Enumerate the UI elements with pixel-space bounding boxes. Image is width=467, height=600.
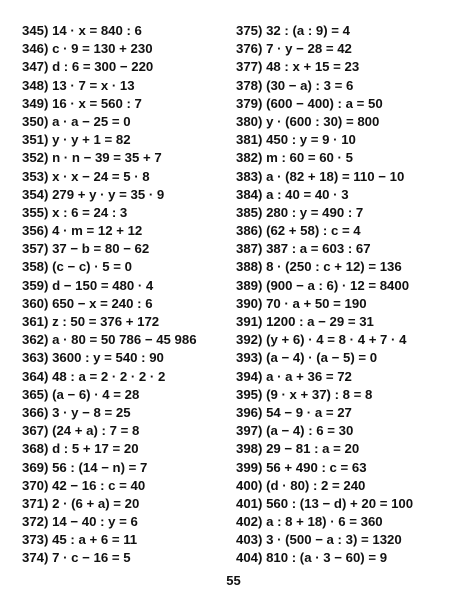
equation-row [22, 58, 247, 76]
equation-text: 279 + y · y = 35 · 9 [52, 186, 165, 202]
equation-text: 1200 : a − 29 = 31 [266, 314, 374, 329]
equation-text: (y + 6) · 4 = 8 · 4 + 7 · 4 [266, 332, 407, 348]
problem-number: 352) [22, 150, 49, 166]
equation-text: c · 9 = 130 + 230 [52, 41, 153, 57]
problem-number: 386) [236, 223, 263, 239]
equation-row [22, 368, 247, 386]
problem-number: 349) [22, 95, 49, 111]
equation-row [22, 295, 247, 313]
problem-number: 355) [22, 204, 49, 220]
equation-row [22, 331, 247, 349]
equation-text: 37 − b = 80 − 62 [52, 241, 150, 257]
problem-number: 388) [236, 259, 263, 275]
equation-row [22, 422, 247, 440]
problem-number: 390) [236, 295, 263, 311]
equation-row [236, 58, 461, 76]
problem-number: 378) [236, 77, 263, 93]
equation-text: 56 : (14 − n) = 7 [52, 459, 148, 475]
equation-row [236, 131, 461, 149]
equation-row [22, 313, 247, 331]
problem-number: 372) [22, 514, 49, 530]
equation-row [22, 149, 247, 167]
equation-row [236, 495, 461, 513]
equation-row [236, 513, 461, 531]
problem-number: 379) [236, 95, 263, 111]
equation-text: 14 · x = 840 : 6 [52, 23, 142, 38]
equation-text: a · (82 + 18) = 110 − 10 [266, 168, 405, 184]
equation-row [236, 258, 461, 276]
equation-row [22, 77, 247, 95]
equation-text: (62 + 58) : c = 4 [266, 223, 361, 239]
equation-row [236, 222, 461, 240]
equation-text: m : 60 = 60 · 5 [266, 150, 353, 166]
equation-text: 4 · m = 12 + 12 [52, 223, 143, 239]
equation-text: z : 50 = 376 + 172 [52, 314, 160, 329]
equation-row [236, 368, 461, 386]
equation-text: d − 150 = 480 · 4 [52, 277, 154, 293]
problem-number: 366) [22, 404, 49, 420]
page-number: 55 [226, 573, 241, 588]
problem-number: 397) [236, 423, 263, 439]
problem-number: 363) [22, 350, 49, 366]
problem-number: 384) [236, 186, 263, 202]
equation-text: 42 − 16 : c = 40 [52, 477, 146, 493]
problem-number: 401) [236, 495, 263, 511]
equation-text: 56 + 490 : c = 63 [266, 459, 367, 475]
problem-number: 395) [236, 386, 263, 402]
equation-text: 810 : (a · 3 − 60) = 9 [266, 550, 388, 566]
equation-text: (a − 4) : 6 = 30 [266, 423, 354, 439]
equation-row [236, 277, 461, 295]
equation-row [22, 222, 247, 240]
problem-number: 377) [236, 59, 263, 75]
equation-text: a · a − 25 = 0 [52, 113, 131, 129]
equation-text: a : 40 = 40 · 3 [266, 186, 349, 202]
equation-row [22, 204, 247, 222]
equation-row [236, 349, 461, 367]
problem-number: 364) [22, 368, 49, 384]
problem-number: 358) [22, 259, 49, 275]
problem-number: 373) [22, 532, 49, 548]
problem-number: 348) [22, 77, 49, 93]
equation-row [22, 513, 247, 531]
problem-number: 392) [236, 332, 263, 348]
problem-number: 360) [22, 295, 49, 311]
equation-row [22, 477, 247, 495]
equation-text: 280 : y = 490 : 7 [266, 204, 364, 220]
equation-text: 560 : (13 − d) + 20 = 100 [266, 495, 414, 511]
equation-row [22, 531, 247, 549]
equation-row [22, 113, 247, 131]
equation-row [22, 186, 247, 204]
equation-row [22, 549, 247, 567]
equation-row [236, 168, 461, 186]
equation-row [22, 168, 247, 186]
equation-row [236, 331, 461, 349]
problem-number: 370) [22, 477, 49, 493]
equation-row [236, 477, 461, 495]
equation-text: 14 − 40 : y = 6 [52, 514, 138, 530]
equation-row [22, 440, 247, 458]
problem-number: 353) [22, 168, 49, 184]
equation-row [236, 313, 461, 331]
problem-number: 361) [22, 314, 49, 329]
problem-number: 403) [236, 532, 263, 548]
equation-row [22, 95, 247, 113]
equation-row [22, 22, 247, 40]
problem-number: 350) [22, 113, 49, 129]
problem-number: 402) [236, 514, 263, 530]
equation-row [22, 349, 247, 367]
equation-row [22, 40, 247, 58]
equation-text: (a − 4) · (a − 5) = 0 [266, 350, 378, 366]
problem-number: 367) [22, 423, 49, 439]
problem-number: 345) [22, 23, 49, 38]
problem-number: 357) [22, 241, 49, 257]
equation-row [22, 131, 247, 149]
equation-row [236, 295, 461, 313]
problem-number: 354) [22, 186, 49, 202]
equation-text: 48 : a = 2 · 2 · 2 · 2 [52, 368, 166, 384]
equation-row [236, 386, 461, 404]
problem-number: 356) [22, 223, 49, 239]
equation-text: 29 − 81 : a = 20 [266, 441, 360, 457]
equation-row [236, 404, 461, 422]
left-column [22, 22, 247, 568]
problem-number: 394) [236, 368, 263, 384]
problem-number: 387) [236, 241, 263, 257]
equation-text: (9 · x + 37) : 8 = 8 [266, 386, 373, 402]
equation-text: y · (600 : 30) = 800 [266, 113, 380, 129]
problem-number: 398) [236, 441, 263, 457]
equation-text: (a − 6) · 4 = 28 [52, 386, 140, 402]
equation-text: 7 · c − 16 = 5 [52, 550, 131, 566]
problem-number: 374) [22, 550, 49, 566]
equation-text: 54 − 9 · a = 27 [266, 404, 352, 420]
equation-text: (900 − a : 6) · 12 = 8400 [266, 277, 410, 293]
equation-text: a · a + 36 = 72 [266, 368, 352, 384]
equation-text: 13 · 7 = x · 13 [52, 77, 135, 93]
problem-number: 359) [22, 277, 49, 293]
equation-text: y · y + 1 = 82 [52, 132, 131, 148]
equation-text: n · n − 39 = 35 + 7 [52, 150, 162, 166]
equation-row [236, 422, 461, 440]
equation-row [236, 95, 461, 113]
equation-text: d : 6 = 300 − 220 [52, 59, 154, 75]
problem-number: 346) [22, 41, 49, 57]
problem-number: 399) [236, 459, 263, 475]
problem-number: 362) [22, 332, 49, 348]
equation-text: 2 · (6 + a) = 20 [52, 495, 140, 511]
problem-number: 396) [236, 404, 263, 420]
equation-text: 387 : a = 603 : 67 [266, 241, 371, 257]
equation-text: 7 · y − 28 = 42 [266, 41, 352, 57]
equation-text: 70 · a + 50 = 190 [266, 295, 367, 311]
problem-number: 382) [236, 150, 263, 166]
equation-row [22, 404, 247, 422]
problem-number: 400) [236, 477, 263, 493]
equation-text: 650 − x = 240 : 6 [52, 295, 153, 311]
equation-row [236, 459, 461, 477]
equation-row [236, 77, 461, 95]
problem-number: 383) [236, 168, 263, 184]
equation-row [236, 531, 461, 549]
equation-row [236, 149, 461, 167]
equation-row [22, 277, 247, 295]
problem-number: 351) [22, 132, 49, 148]
problem-number: 381) [236, 132, 263, 148]
problem-number: 385) [236, 204, 263, 220]
equation-text: 16 · x = 560 : 7 [52, 95, 142, 111]
right-column [236, 22, 461, 568]
equation-text: (24 + a) : 7 = 8 [52, 423, 140, 439]
problem-number: 365) [22, 386, 49, 402]
equation-row [236, 40, 461, 58]
equation-text: 3600 : y = 540 : 90 [52, 350, 164, 366]
equation-text: x · x − 24 = 5 · 8 [52, 168, 150, 184]
equation-row [236, 186, 461, 204]
problem-number: 389) [236, 277, 263, 293]
equation-text: 8 · (250 : c + 12) = 136 [266, 259, 402, 275]
equation-text: (30 − a) : 3 = 6 [266, 77, 354, 93]
problem-number: 369) [22, 459, 49, 475]
equation-text: (c − c) · 5 = 0 [52, 259, 132, 275]
problem-number: 347) [22, 59, 49, 75]
equation-text: d : 5 + 17 = 20 [52, 441, 139, 457]
equation-text: (600 − 400) : a = 50 [266, 95, 383, 111]
equation-text: 450 : y = 9 · 10 [266, 132, 356, 148]
equation-row [236, 22, 461, 40]
problem-number: 404) [236, 550, 263, 566]
equation-row [22, 495, 247, 513]
equation-row [236, 440, 461, 458]
equation-row [236, 549, 461, 567]
problem-number: 393) [236, 350, 263, 366]
equation-text: a : 8 + 18) · 6 = 360 [266, 514, 383, 530]
equation-text: a · 80 = 50 786 − 45 986 [52, 332, 197, 348]
equation-text: (d · 80) : 2 = 240 [266, 477, 366, 493]
equation-row [236, 204, 461, 222]
equation-row [22, 386, 247, 404]
problem-number: 375) [236, 23, 263, 38]
equation-text: 32 : (a : 9) = 4 [266, 23, 351, 38]
problem-number: 376) [236, 41, 263, 57]
equation-row [22, 240, 247, 258]
problem-number: 371) [22, 495, 49, 511]
problem-number: 391) [236, 314, 263, 329]
equation-text: 48 : x + 15 = 23 [266, 59, 360, 75]
equation-row [22, 459, 247, 477]
equation-text: x : 6 = 24 : 3 [52, 204, 128, 220]
equation-row [236, 113, 461, 131]
equation-text: 3 · y − 8 = 25 [52, 404, 131, 420]
equation-text: 45 : a + 6 = 11 [52, 532, 138, 548]
problem-number: 368) [22, 441, 49, 457]
equation-text: 3 · (500 − a : 3) = 1320 [266, 532, 402, 548]
problem-number: 380) [236, 113, 263, 129]
equation-row [236, 240, 461, 258]
equation-row [22, 258, 247, 276]
